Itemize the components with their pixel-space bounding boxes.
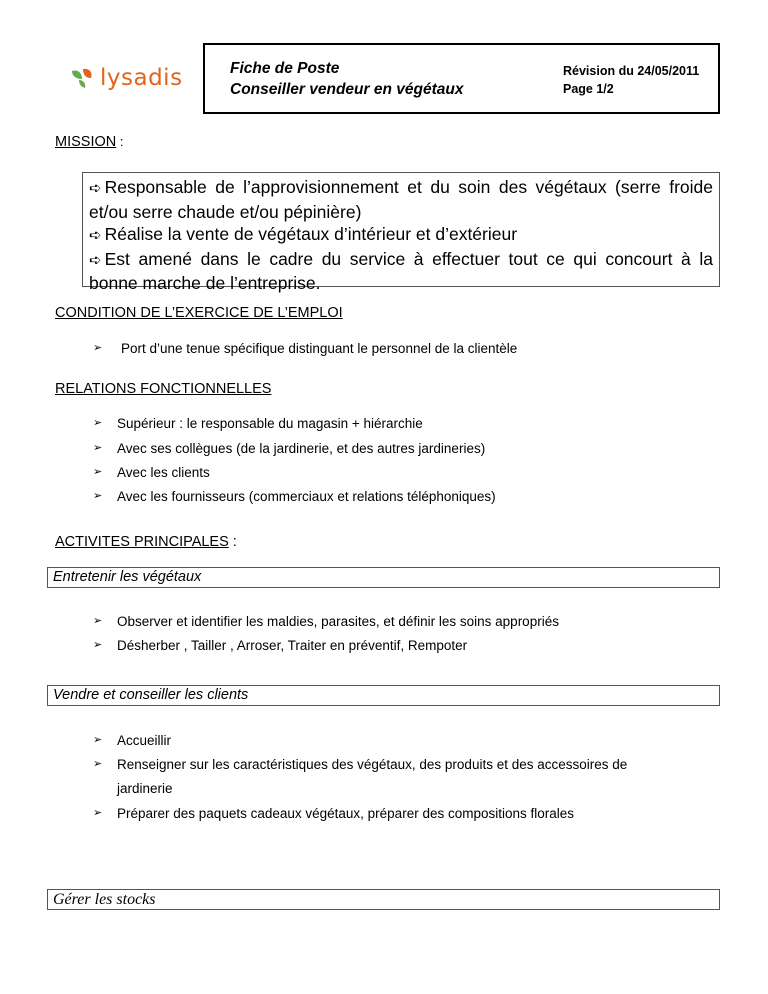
arrowhead-bullet-icon: ➢ bbox=[93, 758, 103, 770]
list-item: ➢ Avec les fournisseurs (commerciaux et relations téléphoniques) bbox=[93, 489, 496, 504]
document-title bbox=[230, 58, 463, 100]
title-line-2: Conseiller vendeur en végétaux bbox=[230, 81, 464, 98]
mission-box bbox=[82, 172, 720, 293]
list-item: ➢ Désherber , Tailler , Arroser, Traiter en préventif, Rempoter bbox=[93, 638, 468, 653]
title-line-1: Fiche de Poste bbox=[230, 60, 340, 77]
activites-colon: : bbox=[228, 534, 237, 550]
arrowhead-bullet-icon: ➢ bbox=[93, 734, 103, 746]
list-item: ➢ Renseigner sur les caractéristiques des végétaux, des produits et des accessoires de bbox=[93, 757, 628, 772]
leaf-icon bbox=[70, 67, 96, 89]
page-number: Page 1/2 bbox=[563, 82, 614, 96]
arrowhead-bullet-icon: ➢ bbox=[93, 342, 103, 354]
mission-heading bbox=[55, 134, 123, 150]
arrowhead-bullet-icon: ➢ bbox=[93, 615, 103, 627]
list-item: ➢ Avec les clients bbox=[93, 465, 210, 480]
list-item: ➢ Port d’une tenue spécifique distinguant le personnel de la clientèle bbox=[93, 341, 518, 356]
activites-label: ACTIVITES PRINCIPALES bbox=[55, 534, 229, 550]
logo-text: lysadis bbox=[100, 65, 183, 91]
list-item-continuation: jardinerie bbox=[117, 781, 173, 796]
pointing-arrow-icon: ➪ bbox=[89, 251, 102, 269]
revision-date: Révision du 24/05/2011 bbox=[563, 64, 700, 78]
activity-group-title: Gérer les stocks bbox=[47, 889, 720, 910]
relations-heading: RELATIONS FONCTIONNELLES bbox=[55, 381, 272, 397]
list-item: ➢ Préparer des paquets cadeaux végétaux, préparer des compositions florales bbox=[93, 806, 575, 821]
arrowhead-bullet-icon: ➢ bbox=[93, 490, 103, 502]
mission-item: ➪ Est amené dans le cadre du service à effectuer tout ce qui concourt à la bonne marche de l’entreprise. bbox=[89, 248, 713, 293]
condition-heading: CONDITION DE L’EXERCICE DE L’EMPLOI bbox=[55, 305, 343, 321]
mission-item: ➪ Réalise la vente de végétaux d’intérieur et d’extérieur bbox=[89, 224, 518, 244]
mission-label: MISSION bbox=[55, 134, 117, 150]
activity-group-title: Entretenir les végétaux bbox=[47, 567, 720, 588]
arrowhead-bullet-icon: ➢ bbox=[93, 807, 103, 819]
arrowhead-bullet-icon: ➢ bbox=[93, 417, 103, 429]
mission-colon: : bbox=[116, 134, 124, 149]
activites-heading bbox=[55, 534, 237, 550]
arrowhead-bullet-icon: ➢ bbox=[93, 442, 103, 454]
activity-group-title: Vendre et conseiller les clients bbox=[47, 685, 720, 706]
pointing-arrow-icon: ➪ bbox=[89, 227, 102, 244]
list-item: ➢ Accueillir bbox=[93, 733, 172, 748]
mission-item: ➪ Responsable de l’approvisionnement et du soin des végétaux (serre froide et/ou serre chaude et/ou pépinière) bbox=[89, 177, 713, 222]
pointing-arrow-icon: ➪ bbox=[89, 180, 102, 197]
list-item: ➢ Observer et identifier les maldies, parasites, et définir les soins appropriés bbox=[93, 614, 559, 629]
list-item: ➢ Supérieur : le responsable du magasin + hiérarchie bbox=[93, 416, 423, 431]
arrowhead-bullet-icon: ➢ bbox=[93, 639, 103, 651]
revision-info bbox=[563, 62, 699, 98]
company-logo bbox=[70, 58, 190, 98]
arrowhead-bullet-icon: ➢ bbox=[93, 466, 103, 478]
list-item: ➢ Avec ses collègues (de la jardinerie, et des autres jardineries) bbox=[93, 441, 486, 456]
